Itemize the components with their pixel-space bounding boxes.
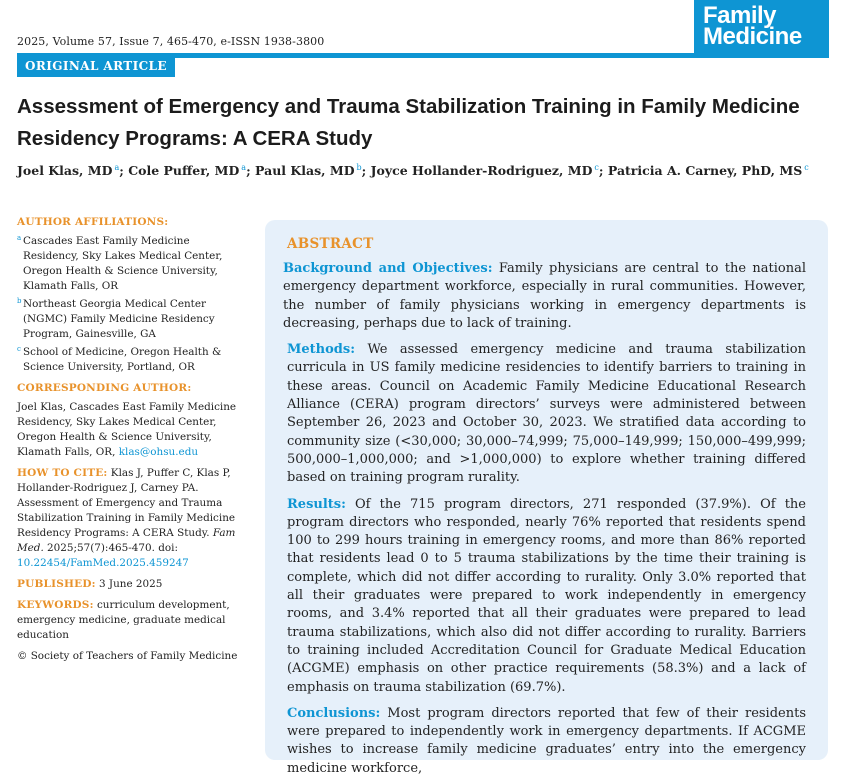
abstract-heading: ABSTRACT (287, 236, 374, 252)
article-sidebar (17, 215, 245, 664)
results-text: Of the 715 program directors, 271 responded (37.9%). Of the program directors who responded, nearly 76% reported that residents spend 100 to 299 hours training in emergency rooms, and more than 86% reported that residents lead 0 to 5 trauma stabilizations by the time their training is complete, which did not differ according to rurality. Only 3.0% reported that all their graduates were prepared to work independently in emergency rooms, and 3.4% reported that all their graduates were prepared to lead trauma stabilizations, which also did not differ according to rurality. Barriers to training included Accreditation Council for Graduate Medical Education (ACGME) emphasis on other practice requirements (58.3%) and a lack of emphasis on trauma stabilization (69.7%). (287, 496, 806, 695)
affiliation-mark: b (17, 297, 22, 305)
cite-text: Klas J, Puffer C, Klas P, Hollander-Rodriguez J, Carney PA. Assessment of Emergency and Trauma Stabilization Training in Family Medicine Residency Programs: A CERA Study. (17, 467, 236, 539)
background-label: Background and Objectives: (283, 261, 493, 276)
corresponding-text: Joel Klas, Cascades East Family Medicine Residency, Sky Lakes Medical Center, Oregon Health & Science University, Klamath Falls, OR, (17, 401, 237, 458)
author-name: Cole Puffer, MD (128, 163, 240, 179)
copyright-notice: © Society of Teachers of Family Medicine (17, 650, 238, 662)
cite-journal: Fam Med. (17, 527, 236, 554)
affiliation-b (17, 297, 245, 342)
article-type-badge: ORIGINAL ARTICLE (17, 56, 175, 77)
affiliation-text: Cascades East Family Medicine Residency, Sky Lakes Medical Center, Oregon Health & Science University, Klamath Falls, OR (23, 235, 223, 292)
author-name: Joel Klas, MD (17, 163, 113, 179)
journal-citation-line: 2025, Volume 57, Issue 7, 465-470, e-ISSN 1938-3800 (17, 35, 325, 48)
corresponding-author (17, 400, 245, 460)
author-name: Patricia A. Carney, PhD, MS (607, 163, 803, 179)
published-heading: PUBLISHED: (17, 578, 96, 590)
affiliation-marker[interactable]: b (356, 163, 362, 172)
published-date (17, 577, 245, 592)
affiliation-a (17, 234, 245, 294)
author-name: Joyce Hollander-Rodriguez, MD (370, 163, 593, 179)
results-label: Results: (287, 496, 346, 512)
journal-logo[interactable] (694, 0, 829, 55)
keywords (17, 598, 245, 643)
affiliation-text: Northeast Georgia Medical Center (NGMC) Family Medicine Residency Program, Gainesville, GA (23, 298, 215, 340)
affiliation-mark: c (17, 345, 21, 353)
abstract-results (287, 496, 806, 697)
doi-link[interactable]: 10.22454/FamMed.2025.459247 (17, 557, 189, 569)
abstract-background (283, 260, 806, 333)
abstract-methods (287, 341, 806, 487)
article-title: Assessment of Emergency and Trauma Stabilization Training in Family Medicine Residency Programs: A CERA Study (17, 95, 800, 150)
corresponding-email-link[interactable]: klas@ohsu.edu (118, 446, 199, 458)
affiliations-heading: AUTHOR AFFILIATIONS: (17, 216, 169, 228)
methods-text: We assessed emergency medicine and trauma stabilization curricula in US family medicine residencies to identify barriers to training in these areas. Council on Academic Family Medicine Educational Research Alliance (CERA) program directors’ surveys were administered between September 26, 2023 and October 30, 2023. We stratified data according to community size (<30,000; 30,000–74,999; 75,000–149,999; 150,000–499,999; 500,000–1,000,000; and >1,000,000) to explore whether training differed based on training program rurality. (287, 342, 806, 486)
published-value: 3 June 2025 (95, 578, 163, 590)
author-name: Paul Klas, MD (255, 163, 355, 179)
affiliation-marker[interactable]: c (804, 163, 809, 172)
logo-line-1: Family (703, 2, 777, 29)
corresponding-heading: CORRESPONDING AUTHOR: (17, 382, 192, 394)
author-list: Joel Klas, MD $^a$; Cole Puffer, MD $^a$; Paul Klas, MD $^b$; Joyce Hollander-Rodriguez, MD $^c$; Patricia A. Carney, PhD, MS $^c$ (17, 163, 809, 179)
affiliation-c (17, 345, 245, 375)
affiliation-text: School of Medicine, Oregon Health & Science University, Portland, OR (23, 346, 222, 373)
logo-line-2: Medicine (703, 23, 802, 50)
keywords-heading: KEYWORDS: (17, 599, 94, 611)
cite-tail: 2025;57(7):465-470. doi: (43, 542, 178, 554)
abstract-conclusions (287, 705, 806, 778)
affiliation-marker[interactable]: a (241, 163, 247, 172)
conclusions-text: Most program directors reported that few of their residents were prepared to independently work in emergency departments. If ACGME wishes to increase family medicine graduates’ entry into the emergency medicine workforce, (287, 705, 806, 776)
cite-heading: HOW TO CITE: (17, 467, 108, 479)
abstract-box (265, 220, 828, 776)
keywords-value: curriculum development, emergency medicine, graduate medical education (17, 599, 230, 641)
methods-label: Methods: (287, 342, 355, 358)
affiliation-marker[interactable]: c (594, 163, 599, 172)
affiliation-marker[interactable]: a (114, 163, 120, 172)
affiliation-mark: a (17, 234, 22, 242)
conclusions-label: Conclusions: (287, 705, 381, 721)
how-to-cite (17, 466, 245, 571)
background-text: Family physicians are central to the national emergency department workforce, especially in rural communities. However, the number of family physicians working in emergency departments is decreasing, perhaps due to lack of training. (283, 261, 806, 331)
